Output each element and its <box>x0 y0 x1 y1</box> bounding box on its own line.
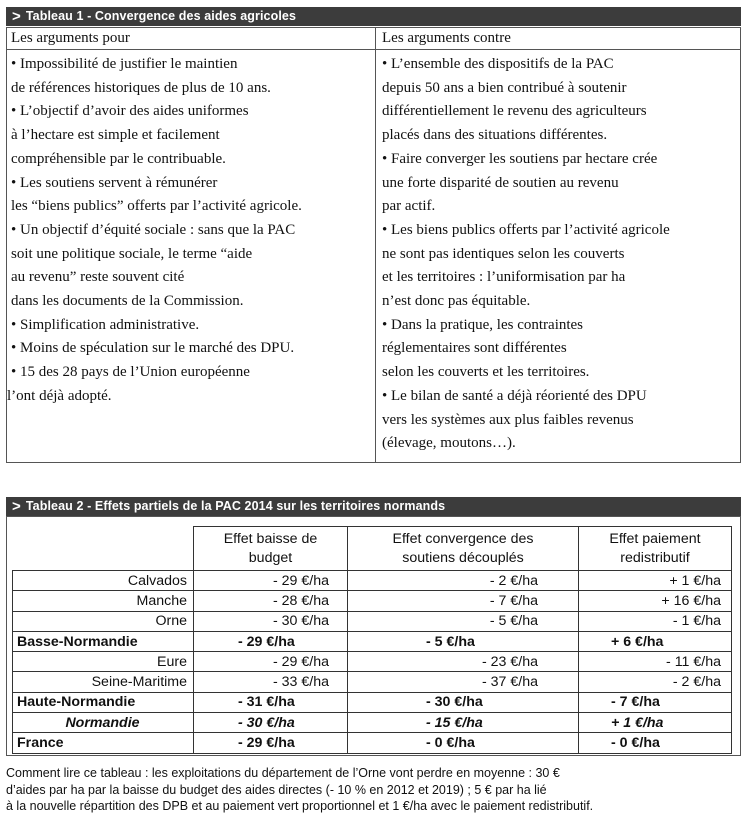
argument-line: • L’ensemble des dispositifs de la PAC <box>382 56 614 72</box>
argument-line: les “biens publics” offerts par l’activité agricole. <box>11 198 302 215</box>
row-region: Manche <box>13 591 194 611</box>
argument-line: soit une politique sociale, le terme “aide <box>11 245 253 262</box>
chevron-right-icon: > <box>12 8 21 25</box>
row-region: Normandie <box>13 713 194 733</box>
cell-budget: - 29 €/ha <box>194 571 348 591</box>
header-corner <box>13 527 194 571</box>
argument-line: selon les couverts et les territoires. <box>382 364 590 381</box>
argument-line: • Simplification administrative. <box>11 316 200 333</box>
effects-table-header <box>13 527 732 571</box>
argument-line: • Les soutiens servent à rémunérer <box>11 174 218 191</box>
header-redistributif-line2: redistributif <box>620 549 690 566</box>
cell-budget: - 30 €/ha <box>194 713 348 733</box>
effects-table-frame <box>6 516 741 756</box>
col-header-contre: Les arguments contre <box>382 30 511 46</box>
argument-line: (élevage, moutons…). <box>382 435 516 452</box>
arguments-contre-column <box>376 50 740 462</box>
table2-title-bar <box>6 497 741 516</box>
note-line: à la nouvelle répartition des DPB et au paiement vert proportionnel et 1 €/ha avec le paiement redistributif. <box>6 799 594 813</box>
table-row <box>13 672 732 692</box>
cell-budget: - 29 €/ha <box>194 652 348 672</box>
cell-budget: - 33 €/ha <box>194 672 348 692</box>
cell-redistributif: - 7 €/ha <box>579 692 732 712</box>
row-region: Haute-Normandie <box>13 692 194 712</box>
header-convergence <box>348 527 579 571</box>
cell-budget: - 28 €/ha <box>194 591 348 611</box>
col-header-pour: Les arguments pour <box>7 28 376 49</box>
argument-line: au revenu” reste souvent cité <box>11 269 185 286</box>
argument-line: dans les documents de la Commission. <box>11 293 244 310</box>
argument-line: n’est donc pas équitable. <box>382 293 531 310</box>
cell-budget: - 31 €/ha <box>194 692 348 712</box>
cell-convergence: - 7 €/ha <box>348 591 579 611</box>
row-region: Seine-Maritime <box>13 672 194 692</box>
argument-line: • Un objectif d’équité sociale : sans que la PAC <box>11 221 296 238</box>
header-redistributif <box>579 527 732 571</box>
row-region: Calvados <box>13 571 194 591</box>
reading-note <box>6 765 744 815</box>
table-row-total <box>13 733 732 753</box>
cell-convergence: - 37 €/ha <box>348 672 579 692</box>
argument-line: depuis 50 ans a bien contribué à soutenir <box>382 79 627 96</box>
arguments-pour-column <box>7 50 376 462</box>
table1-title: Tableau 1 - Convergence des aides agricoles <box>25 9 297 23</box>
cell-convergence: - 5 €/ha <box>348 631 579 651</box>
argument-line: une forte disparité de soutien au revenu <box>382 174 619 191</box>
arguments-table-header <box>7 28 740 50</box>
argument-line: de références historiques de plus de 10 ans. <box>11 79 271 96</box>
cell-convergence: - 15 €/ha <box>348 713 579 733</box>
argument-line: et les territoires : l’uniformisation par ha <box>382 269 626 286</box>
argument-line: • Les biens publics offerts par l’activité agricole <box>382 221 670 238</box>
row-region: Orne <box>13 611 194 631</box>
argument-line: compréhensible par le contribuable. <box>11 150 226 167</box>
table-row <box>13 611 732 631</box>
header-budget-line1: Effet baisse de <box>223 530 318 547</box>
argument-line: l’ont déjà adopté. <box>7 387 112 404</box>
header-redistributif-line1: Effet paiement <box>609 530 701 547</box>
row-region: Basse-Normandie <box>13 631 194 651</box>
table-row-total <box>13 713 732 733</box>
argument-line: • 15 des 28 pays de l’Union européenne <box>11 364 250 381</box>
cell-convergence: - 30 €/ha <box>348 692 579 712</box>
header-budget <box>194 527 348 571</box>
header-budget-line2: budget <box>248 549 293 566</box>
argument-line: différentiellement le revenu des agriculteurs <box>382 103 647 120</box>
arguments-table <box>6 27 741 463</box>
cell-convergence: - 5 €/ha <box>348 611 579 631</box>
argument-line: à l’hectare est simple et facilement <box>11 127 220 144</box>
effects-table <box>12 526 732 754</box>
argument-line: ne sont pas identiques selon les couverts <box>382 245 625 262</box>
argument-line: placés dans des situations différentes. <box>382 127 608 144</box>
table-row-total <box>13 631 732 651</box>
cell-redistributif: - 2 €/ha <box>579 672 732 692</box>
cell-budget: - 29 €/ha <box>194 733 348 753</box>
header-convergence-line2: soutiens découplés <box>402 549 524 566</box>
cell-redistributif: + 1 €/ha <box>579 571 732 591</box>
table-row <box>13 571 732 591</box>
argument-line: • Dans la pratique, les contraintes <box>382 316 584 333</box>
arguments-table-body <box>7 50 740 462</box>
header-convergence-line1: Effet convergence des <box>392 530 534 547</box>
cell-budget: - 30 €/ha <box>194 611 348 631</box>
argument-line: vers les systèmes aux plus faibles revenus <box>382 411 634 428</box>
table-row <box>13 652 732 672</box>
table2-title: Tableau 2 - Effets partiels de la PAC 2014 sur les territoires normands <box>25 499 446 513</box>
cell-convergence: - 2 €/ha <box>348 571 579 591</box>
argument-line: par actif. <box>382 198 436 215</box>
row-region: Eure <box>13 652 194 672</box>
argument-line: réglementaires sont différentes <box>382 340 567 357</box>
argument-line: • L’objectif d’avoir des aides uniformes <box>11 103 249 120</box>
cell-budget: - 29 €/ha <box>194 631 348 651</box>
cell-redistributif: + 6 €/ha <box>579 631 732 651</box>
table-row <box>13 591 732 611</box>
cell-redistributif: + 16 €/ha <box>579 591 732 611</box>
row-region: France <box>13 733 194 753</box>
note-line: d’aides par ha par la baisse du budget des aides directes (- 10 % en 2012 et 2019) ; 5 € par ha lié <box>6 782 547 797</box>
argument-line: • Faire converger les soutiens par hectare crée <box>382 150 658 167</box>
note-line: Comment lire ce tableau : les exploitations du département de l’Orne vont perdre en moyenne : 30 € <box>6 766 560 780</box>
argument-line: • Le bilan de santé a déjà réorienté des DPU <box>382 387 647 404</box>
cell-convergence: - 0 €/ha <box>348 733 579 753</box>
cell-redistributif: - 0 €/ha <box>579 733 732 753</box>
argument-line: • Impossibilité de justifier le maintien <box>11 56 238 72</box>
table-row-total <box>13 692 732 712</box>
cell-redistributif: - 1 €/ha <box>579 611 732 631</box>
cell-redistributif: + 1 €/ha <box>579 713 732 733</box>
cell-redistributif: - 11 €/ha <box>579 652 732 672</box>
argument-line: • Moins de spéculation sur le marché des DPU. <box>11 340 295 357</box>
cell-convergence: - 23 €/ha <box>348 652 579 672</box>
table1-title-bar <box>6 7 741 26</box>
chevron-right-icon: > <box>12 498 21 515</box>
